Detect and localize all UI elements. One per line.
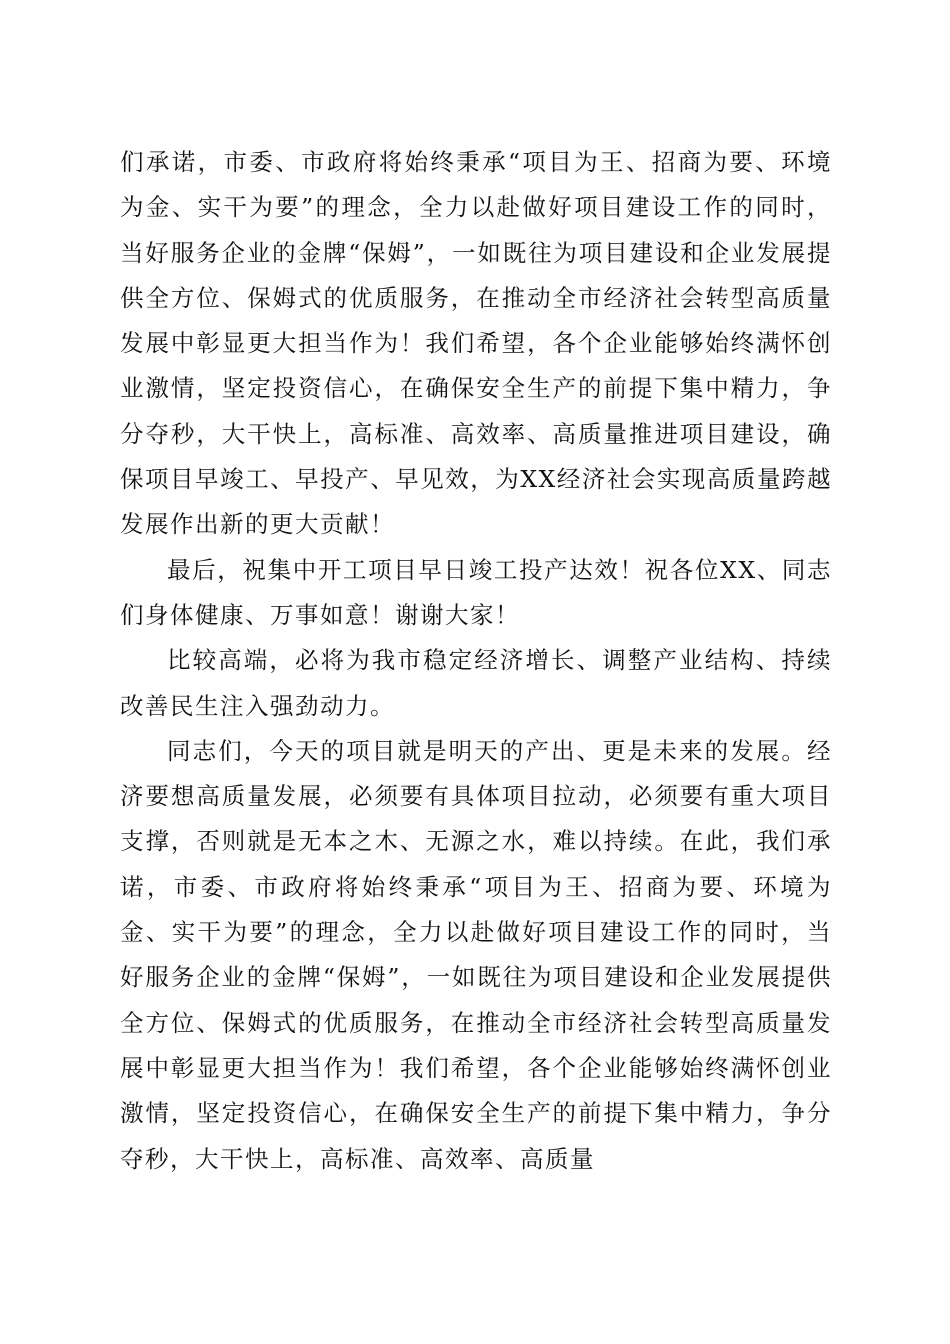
paragraph-closing-wishes: 最后，祝集中开工项目早日竣工投产达效！祝各位XX、同志们身体健康、万事如意！谢谢大家！: [120, 555, 832, 629]
paragraph-project-impact: 比较高端，必将为我市稳定经济增长、调整产业结构、持续改善民生注入强劲动力。: [120, 646, 832, 720]
paragraph-comrades: 同志们，今天的项目就是明天的产出、更是未来的发展。经济要想高质量发展，必须要有具体项目拉动，必须要有重大项目支撑，否则就是无本之木、无源之水，难以持续。在此，我们承诺，市委、市政府将始终秉承“项目为王、招商为要、环境为金、实干为要”的理念，全力以赴做好项目建设工作的同时，当好服务企业的金牌“保姆”，一如既往为项目建设和企业发展提供全方位、保姆式的优质服务，在推动全市经济社会转型高质量发展中彰显更大担当作为！我们希望，各个企业能够始终满怀创业激情，坚定投资信心，在确保安全生产的前提下集中精力，争分夺秒，大干快上，高标准、高效率、高质量: [120, 736, 832, 1173]
document-body: [120, 140, 832, 1182]
paragraph-continuation: 们承诺，市委、市政府将始终秉承“项目为王、招商为要、环境为金、实干为要”的理念，全力以赴做好项目建设工作的同时，当好服务企业的金牌“保姆”，一如既往为项目建设和企业发展提供全方位、保姆式的优质服务，在推动全市经济社会转型高质量发展中彰显更大担当作为！我们希望，各个企业能够始终满怀创业激情，坚定投资信心，在确保安全生产的前提下集中精力，争分夺秒，大干快上，高标准、高效率、高质量推进项目建设，确保项目早竣工、早投产、早见效，为XX经济社会实现高质量跨越发展作出新的更大贡献！: [120, 148, 832, 539]
